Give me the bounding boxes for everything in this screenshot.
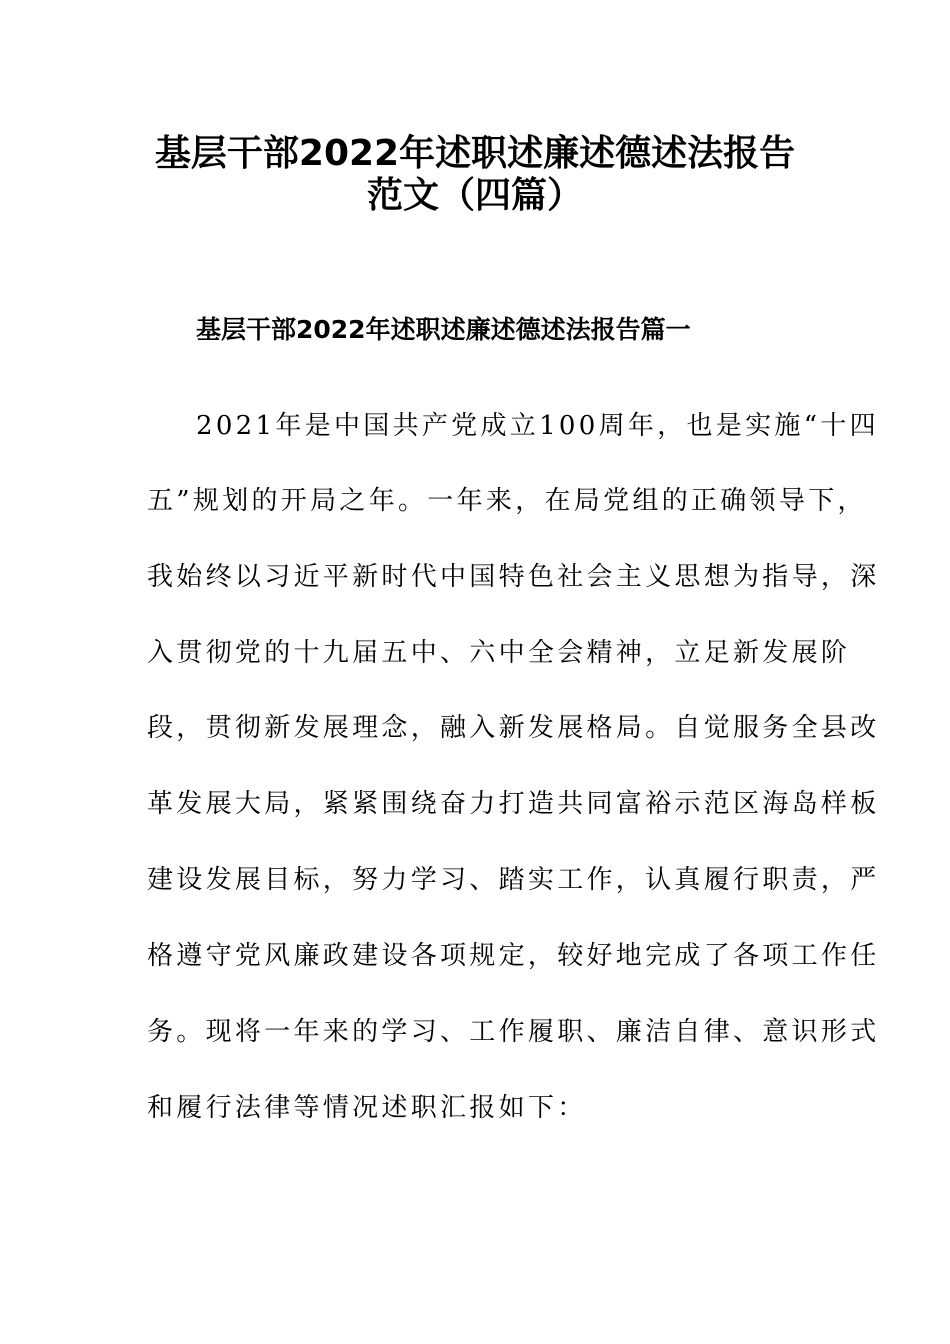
paragraph-line-9: 务。现将一年来的学习、工作履职、廉洁自律、意识形式 [147, 1017, 880, 1047]
paragraph-line-5: 段，贯彻新发展理念，融入新发展格局。自觉服务全县改 [147, 713, 880, 743]
paragraph-line-2: 五”规划的开局之年。一年来，在局党组的正确领导下， [147, 486, 867, 516]
paragraph-line-6: 革发展大局，紧紧围绕奋力打造共同富裕示范区海岛样板 [147, 789, 880, 819]
paragraph-line-8: 格遵守党风廉政建设各项规定，较好地完成了各项工作任 [147, 941, 880, 971]
section-heading: 基层干部2022年述职述廉述德述法报告篇一 [196, 315, 691, 344]
document-title-line-1: 基层干部2022年述职述廉述德述法报告 [154, 133, 796, 174]
document-title-line-2: 范文（四篇） [366, 175, 583, 216]
paragraph-line-7: 建设发展目标，努力学习、踏实工作，认真履行职责，严 [147, 865, 880, 895]
paragraph-line-4: 入贯彻党的十九届五中、六中全会精神，立足新发展阶 [147, 638, 851, 668]
paragraph-line-3: 我始终以习近平新时代中国特色社会主义思想为指导，深 [147, 562, 880, 592]
paragraph-line-10: 和履行法律等情况述职汇报如下： [147, 1093, 587, 1123]
paragraph-line-1: 2021年是中国共产党成立100周年，也是实施“十四 [196, 411, 879, 441]
